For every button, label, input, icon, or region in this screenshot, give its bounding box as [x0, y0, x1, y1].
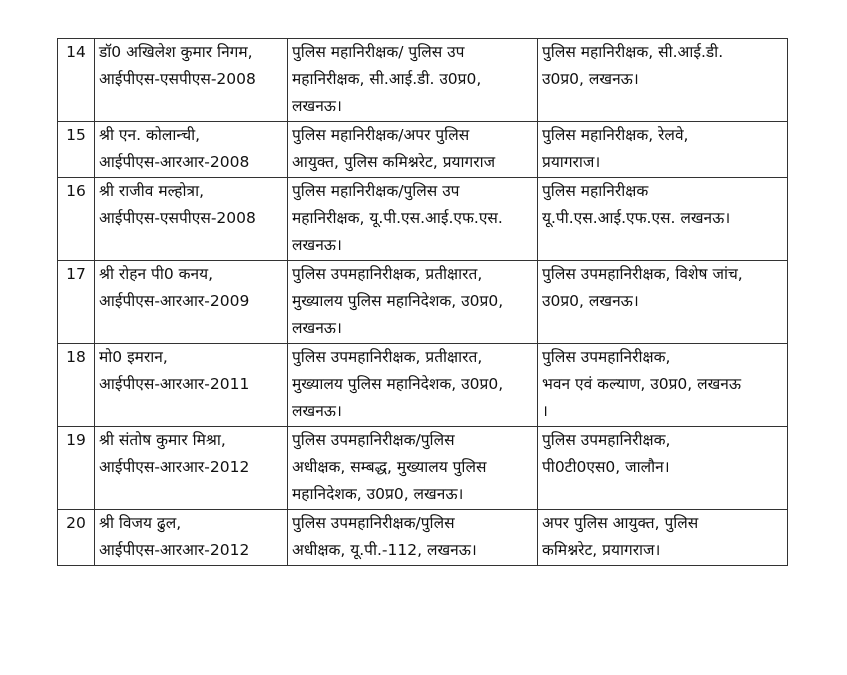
serial-number-cell: 20 — [58, 510, 95, 566]
serial-number-cell: 19 — [58, 427, 95, 510]
cell-text-line: लखनऊ। — [292, 402, 342, 420]
cell-text-line: आईपीएस-आरआर-2012 — [99, 541, 250, 559]
cell-text-line: श्री राजीव मल्होत्रा, — [99, 182, 205, 200]
new-posting-cell — [538, 39, 788, 122]
serial-number-cell: 18 — [58, 344, 95, 427]
cell-text-line: उ0प्र0, लखनऊ। — [542, 292, 639, 310]
cell-text-line: पुलिस महानिरीक्षक/ पुलिस उप — [292, 43, 465, 61]
cell-text-line: पी0टी0एस0, जालौन। — [542, 458, 670, 476]
serial-number-cell: 14 — [58, 39, 95, 122]
new-posting-cell — [538, 261, 788, 344]
cell-text-line: पुलिस उपमहानिरीक्षक, — [542, 348, 671, 366]
cell-text-line: उ0प्र0, लखनऊ। — [542, 70, 639, 88]
cell-text-line: लखनऊ। — [292, 319, 342, 337]
cell-text-line: लखनऊ। — [292, 97, 342, 115]
cell-text-line: आईपीएस-आरआर-2008 — [99, 153, 250, 171]
transfer-table-body — [58, 39, 788, 566]
cell-text-line: आईपीएस-आरआर-2011 — [99, 375, 250, 393]
new-posting-cell — [538, 427, 788, 510]
table-row — [58, 178, 788, 261]
cell-text-line: लखनऊ। — [292, 236, 342, 254]
cell-text-line: आईपीएस-आरआर-2012 — [99, 458, 250, 476]
cell-text-line: यू.पी.एस.आई.एफ.एस. लखनऊ। — [542, 209, 731, 227]
current-posting-cell — [288, 427, 538, 510]
table-row — [58, 261, 788, 344]
table-row — [58, 427, 788, 510]
officer-name-cell — [95, 261, 288, 344]
cell-text-line: महानिरीक्षक, सी.आई.डी. उ0प्र0, — [292, 70, 482, 88]
table-row — [58, 122, 788, 178]
cell-text-line: श्री एन. कोलान्ची, — [99, 126, 201, 144]
cell-text-line: महानिरीक्षक, यू.पी.एस.आई.एफ.एस. — [292, 209, 503, 227]
transfer-table — [57, 38, 788, 566]
cell-text-line: पुलिस महानिरीक्षक/पुलिस उप — [292, 182, 460, 200]
officer-name-cell — [95, 122, 288, 178]
cell-text-line: मो0 इमरान, — [99, 348, 168, 366]
cell-text-line: पुलिस उपमहानिरीक्षक/पुलिस — [292, 431, 455, 449]
current-posting-cell — [288, 178, 538, 261]
cell-text-line: मुख्यालय पुलिस महानिदेशक, उ0प्र0, — [292, 375, 504, 393]
current-posting-cell — [288, 510, 538, 566]
cell-text-line: आयुक्त, पुलिस कमिश्नरेट, प्रयागराज — [292, 153, 496, 171]
cell-text-line: कमिश्नरेट, प्रयागराज। — [542, 541, 661, 559]
new-posting-cell — [538, 178, 788, 261]
table-row — [58, 344, 788, 427]
current-posting-cell — [288, 261, 538, 344]
cell-text-line: पुलिस उपमहानिरीक्षक, प्रतीक्षारत, — [292, 265, 483, 283]
cell-text-line: पुलिस उपमहानिरीक्षक, — [542, 431, 671, 449]
cell-text-line: पुलिस उपमहानिरीक्षक, विशेष जांच, — [542, 265, 743, 283]
cell-text-line: पुलिस उपमहानिरीक्षक, प्रतीक्षारत, — [292, 348, 483, 366]
cell-text-line: भवन एवं कल्याण, उ0प्र0, लखनऊ — [542, 375, 742, 393]
current-posting-cell — [288, 39, 538, 122]
officer-name-cell — [95, 39, 288, 122]
cell-text-line: श्री रोहन पी0 कनय, — [99, 265, 214, 283]
cell-text-line: पुलिस महानिरीक्षक, रेलवे, — [542, 126, 689, 144]
cell-text-line: अपर पुलिस आयुक्त, पुलिस — [542, 514, 699, 532]
cell-text-line: आईपीएस-एसपीएस-2008 — [99, 70, 256, 88]
officer-name-cell — [95, 510, 288, 566]
serial-number-cell: 17 — [58, 261, 95, 344]
cell-text-line: पुलिस महानिरीक्षक, सी.आई.डी. — [542, 43, 724, 61]
officer-name-cell — [95, 344, 288, 427]
cell-text-line: पुलिस महानिरीक्षक — [542, 182, 649, 200]
cell-text-line: महानिदेशक, उ0प्र0, लखनऊ। — [292, 485, 464, 503]
officer-name-cell — [95, 427, 288, 510]
cell-text-line: अधीक्षक, सम्बद्ध, मुख्यालय पुलिस — [292, 458, 487, 476]
cell-text-line: डॉ0 अखिलेश कुमार निगम, — [99, 43, 253, 61]
serial-number-cell: 16 — [58, 178, 95, 261]
cell-text-line: आईपीएस-आरआर-2009 — [99, 292, 250, 310]
cell-text-line: मुख्यालय पुलिस महानिदेशक, उ0प्र0, — [292, 292, 504, 310]
officer-name-cell — [95, 178, 288, 261]
cell-text-line: श्री संतोष कुमार मिश्रा, — [99, 431, 226, 449]
current-posting-cell — [288, 122, 538, 178]
cell-text-line: श्री विजय ढुल, — [99, 514, 182, 532]
cell-text-line: पुलिस महानिरीक्षक/अपर पुलिस — [292, 126, 470, 144]
table-row — [58, 39, 788, 122]
new-posting-cell — [538, 122, 788, 178]
cell-text-line: प्रयागराज। — [542, 153, 601, 171]
current-posting-cell — [288, 344, 538, 427]
cell-text-line: पुलिस उपमहानिरीक्षक/पुलिस — [292, 514, 455, 532]
serial-number-cell: 15 — [58, 122, 95, 178]
new-posting-cell — [538, 510, 788, 566]
cell-text-line: । — [542, 402, 548, 420]
table-row — [58, 510, 788, 566]
cell-text-line: अधीक्षक, यू.पी.-112, लखनऊ। — [292, 541, 477, 559]
cell-text-line: आईपीएस-एसपीएस-2008 — [99, 209, 256, 227]
new-posting-cell — [538, 344, 788, 427]
